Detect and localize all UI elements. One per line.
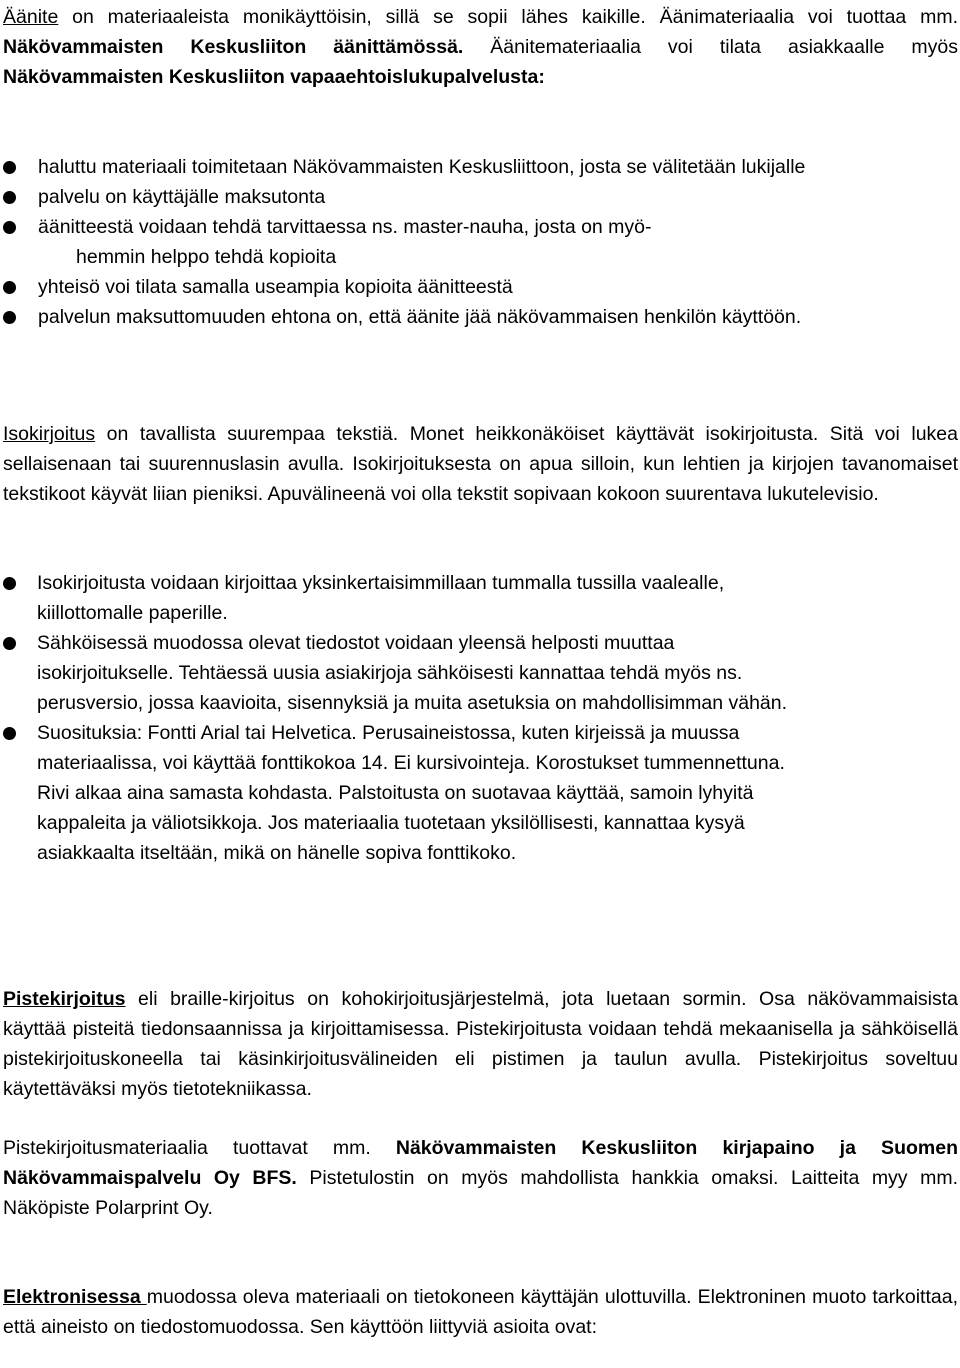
isokirjoitus-bullet-list xyxy=(3,568,813,868)
isokirjoitus-heading: Isokirjoitus xyxy=(3,423,96,445)
list-item: haluttu materiaali toimitetaan Näkövammaisten Keskusliittoon, josta se välitetään lukijalle xyxy=(3,152,823,182)
aanite-bullet-list xyxy=(3,152,823,332)
pistekirjoitus-paragraph-2: Pistekirjoitusmateriaalia tuottavat mm. Näkövammaisten Keskusliiton kirjapaino ja Suomen Näkövammaispalvelu Oy BFS. Pistetulostin on myös mahdollista hankkia omaksi. Laitteita myy mm. Näköpiste Polarprint Oy. xyxy=(3,1137,958,1219)
isokirjoitus-text: on tavallista suurempaa tekstiä. Monet heikkonäköiset käyttävät isokirjoitusta. Sitä voi lukea sellaisenaan tai suurennuslasin avulla. Isokirjoituksesta on apua silloin, kun lehtien ja kirjojen tavanomaiset tekstikoot käyvät liian pieniksi. Apuvälineenä voi olla tekstit sopivaan kokoon suurentava lukutelevisio. xyxy=(3,423,958,505)
bullet-icon xyxy=(3,311,16,324)
list-item: palvelun maksuttomuuden ehtona on, että äänite jää näkövammaisen henkilön käyttöön. xyxy=(3,302,823,332)
list-item: palvelu on käyttäjälle maksutonta xyxy=(3,182,823,212)
list-item: Suosituksia: Fontti Arial tai Helvetica. Perusaineistossa, kuten kirjeissä ja muussa materiaalissa, voi käyttää fonttikokoa 14. Ei kursivointeja. Korostukset tummennettuna. Rivi alkaa aina samasta kohdasta. Palstoitusta on suotavaa käyttää, samoin lyhyitä kappaleita ja väliotsikkoja. Jos materiaalia tuotetaan yksilöllisesti, kannattaa kysyä asiakkaalta itseltään, mikä on hänelle sopiva fonttikoko. xyxy=(3,718,813,868)
elektroninen-heading: Elektronisessa xyxy=(3,1286,147,1308)
bullet-icon xyxy=(3,221,16,234)
isokirjoitus-paragraph xyxy=(3,419,958,509)
pistekirjoitus-heading: Pistekirjoitus xyxy=(3,988,126,1010)
elektroninen-paragraph xyxy=(3,1282,958,1342)
elektroninen-text: muodossa oleva materiaali on tietokoneen käyttäjän ulottuvilla. Elektroninen muoto tarkoittaa, että aineisto on tiedostomuodossa. Sen käyttöön liittyviä asioita ovat: xyxy=(3,1286,958,1338)
bullet-icon xyxy=(3,191,16,204)
bullet-icon xyxy=(3,637,16,650)
bullet-icon xyxy=(3,577,16,590)
bullet-icon xyxy=(3,281,16,294)
aanite-heading: Äänite xyxy=(3,6,59,28)
bullet-icon xyxy=(3,161,16,174)
list-item: Sähköisessä muodossa olevat tiedostot voidaan yleensä helposti muuttaa isokirjoitukselle. Tehtäessä uusia asiakirjoja sähköisesti kannattaa tehdä myös ns. perusversio, jossa kaavioita, sisennyksiä ja muita asetuksia on mahdollisimman vähän. xyxy=(3,628,813,718)
bullet-continuation: hemmin helppo tehdä kopioita xyxy=(76,246,337,268)
list-item: yhteisö voi tilata samalla useampia kopioita äänitteestä xyxy=(3,272,823,302)
list-item: Isokirjoitusta voidaan kirjoittaa yksinkertaisimmillaan tummalla tussilla vaalealle, kiillottomalle paperille. xyxy=(3,568,813,628)
aanite-text-2: Äänitemateriaalia voi tilata asiakkaalle myös xyxy=(463,36,959,58)
list-item: äänitteestä voidaan tehdä tarvittaessa ns. master-nauha, josta on myö- hemmin helppo tehdä kopioita xyxy=(3,212,823,272)
pistekirjoitus-paragraph xyxy=(3,984,958,1104)
aanite-paragraph xyxy=(3,2,958,92)
aanite-bold-1: Näkövammaisten Keskusliiton äänittämössä. xyxy=(3,36,464,58)
pistekirjoitus-bold: Näkövammaisten Keskusliiton kirjapaino ja Suomen Näkövammaispalvelu Oy BFS. xyxy=(3,1137,958,1189)
aanite-text-1: on materiaaleista monikäyttöisin, sillä se sopii lähes kaikille. Äänimateriaalia voi tuottaa mm. xyxy=(58,6,958,28)
pistekirjoitus-text: eli braille-kirjoitus on kohokirjoitusjärjestelmä, jota luetaan sormin. Osa näkövammaisista käyttää pisteitä tiedonsaannissa ja kirjoittamisessa. Pistekirjoitusta voidaan tehdä mekaanisella ja sähköisellä pistekirjoituskoneella tai käsinkirjoitusvälineiden eli pistimen ja taulun avulla. Pistekirjoitus soveltuu käytettäväksi myös tietotekniikassa. xyxy=(3,988,958,1100)
aanite-bold-2: Näkövammaisten Keskusliiton vapaaehtoislukupalvelusta: xyxy=(3,66,545,88)
bullet-icon xyxy=(3,727,16,740)
